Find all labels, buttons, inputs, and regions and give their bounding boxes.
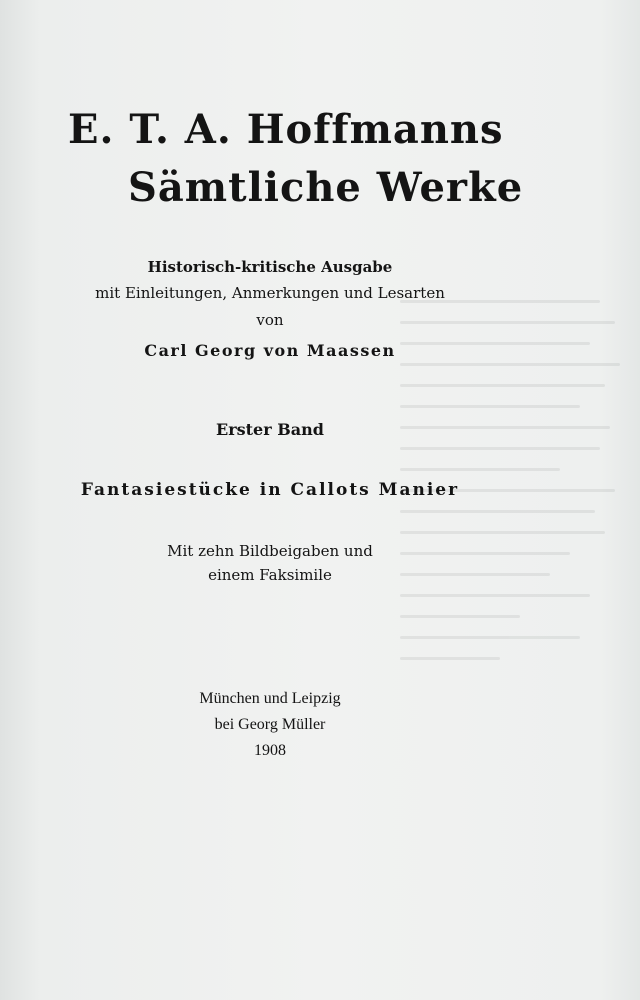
title-author: E. T. A. Hoffmanns (68, 106, 504, 153)
volume-label: Erster Band (216, 420, 324, 439)
subtitle-edition: Historisch-kritische Ausgabe (147, 258, 393, 276)
editor-name: Carl Georg von Maassen (144, 341, 396, 360)
bleed-through-text (400, 300, 630, 720)
imprint-publisher: bei Georg Müller (214, 716, 326, 733)
imprint-year: 1908 (254, 742, 286, 759)
subtitle-von: von (256, 311, 284, 329)
title-works: Sämtliche Werke (128, 164, 524, 211)
illustrations-line-2: einem Faksimile (208, 566, 332, 584)
illustrations-line-1: Mit zehn Bildbeigaben und (167, 542, 373, 560)
imprint-place: München und Leipzig (199, 690, 341, 707)
subtitle-description: mit Einleitungen, Anmerkungen und Lesarten (95, 284, 445, 302)
work-title: Fantasiestücke in Callots Manier (80, 480, 460, 500)
